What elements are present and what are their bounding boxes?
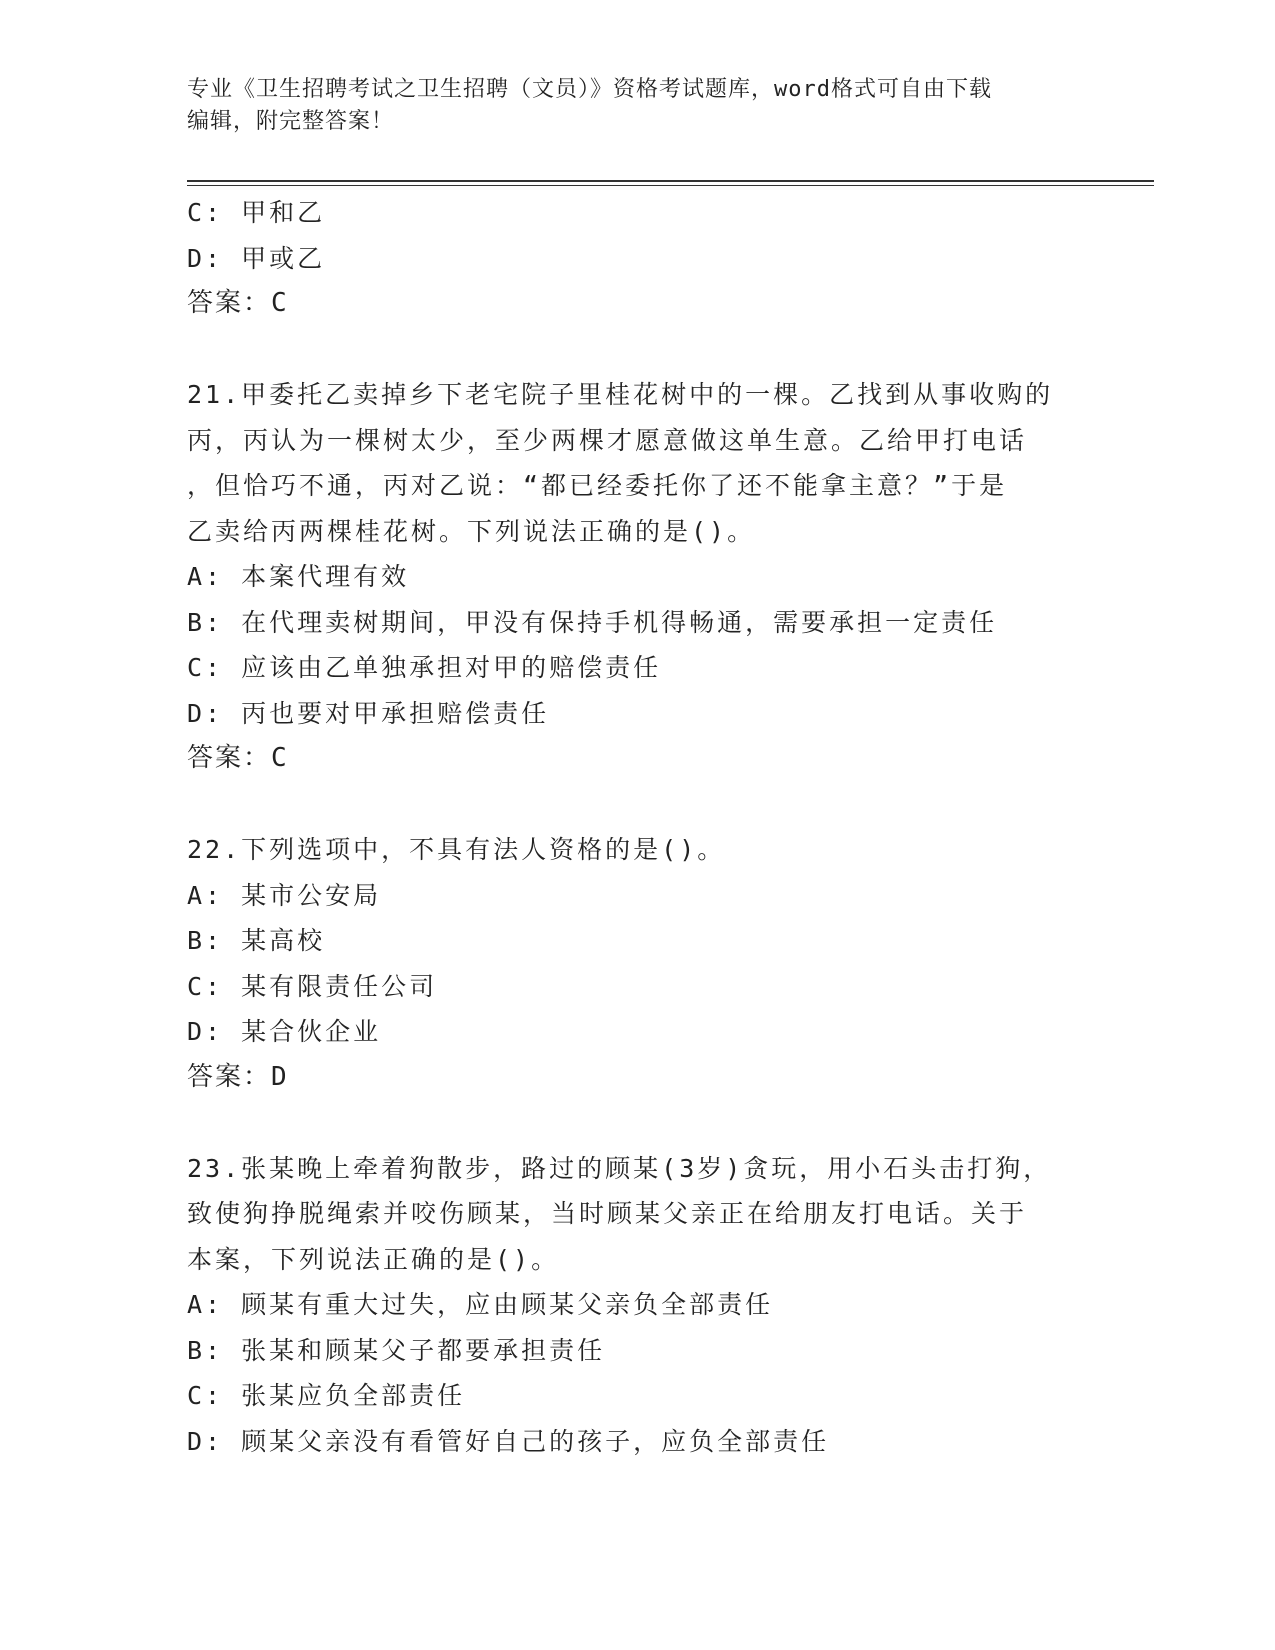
option-d: D: 丙也要对甲承担赔偿责任 <box>187 698 550 728</box>
option-c: C: 甲和乙 <box>187 198 326 227</box>
option-c: C: 某有限责任公司 <box>187 971 438 1001</box>
question-stem-line: 致使狗挣脱绳索并咬伤顾某，当时顾某父亲正在给朋友打电话。关于 <box>187 1199 1028 1228</box>
spacer <box>187 1100 1087 1146</box>
header-line-1: 专业《卫生招聘考试之卫生招聘（文员）》资格考试题库，word格式可自由下载 <box>187 77 992 102</box>
header-line-2: 编辑，附完整答案！ <box>187 109 395 134</box>
spacer <box>187 327 1087 373</box>
question-stem-line: 21.甲委托乙卖掉乡下老宅院子里桂花树中的一棵。乙找到从事收购的 <box>187 380 1054 409</box>
option-d: D: 甲或乙 <box>187 243 326 273</box>
question-23 <box>187 1146 1087 1465</box>
question-20 <box>187 190 1087 327</box>
page-header <box>187 74 1067 138</box>
option-d: D: 顾某父亲没有看管好自己的孩子，应负全部责任 <box>187 1426 830 1456</box>
question-stem-line: 本案，下列说法正确的是()。 <box>187 1244 560 1274</box>
question-stem-line: 22.下列选项中，不具有法人资格的是()。 <box>187 835 726 864</box>
answer-line: 答案：C <box>187 288 289 318</box>
answer-line: 答案：C <box>187 743 289 773</box>
option-d: D: 某合伙企业 <box>187 1017 382 1046</box>
header-rule-thin <box>187 185 1154 186</box>
question-stem-line: 乙卖给丙两棵桂花树。下列说法正确的是()。 <box>187 516 756 546</box>
question-stem-line: 丙，丙认为一棵树太少，至少两棵才愿意做这单生意。乙给甲打电话 <box>187 425 1028 455</box>
option-b: B: 张某和顾某父子都要承担责任 <box>187 1335 606 1365</box>
option-a: A: 某市公安局 <box>187 880 382 910</box>
question-stem-line: 23.张某晚上牵着狗散步，路过的顾某(3岁)贪玩，用小石头击打狗， <box>187 1153 1052 1183</box>
document-body <box>187 190 1087 1464</box>
question-stem-line: ，但恰巧不通，丙对乙说：“都已经委托你了还不能拿主意？”于是 <box>187 471 1008 500</box>
option-b: B: 在代理卖树期间，甲没有保持手机得畅通，需要承担一定责任 <box>187 607 998 637</box>
option-c: C: 张某应负全部责任 <box>187 1381 466 1410</box>
header-rule <box>187 180 1154 182</box>
option-a: A: 本案代理有效 <box>187 562 410 591</box>
option-a: A: 顾某有重大过失，应由顾某父亲负全部责任 <box>187 1290 774 1319</box>
spacer <box>187 782 1087 828</box>
option-c: C: 应该由乙单独承担对甲的赔偿责任 <box>187 653 662 682</box>
question-21 <box>187 372 1087 782</box>
question-22 <box>187 827 1087 1100</box>
option-b: B: 某高校 <box>187 926 326 955</box>
answer-line: 答案：D <box>187 1061 289 1092</box>
